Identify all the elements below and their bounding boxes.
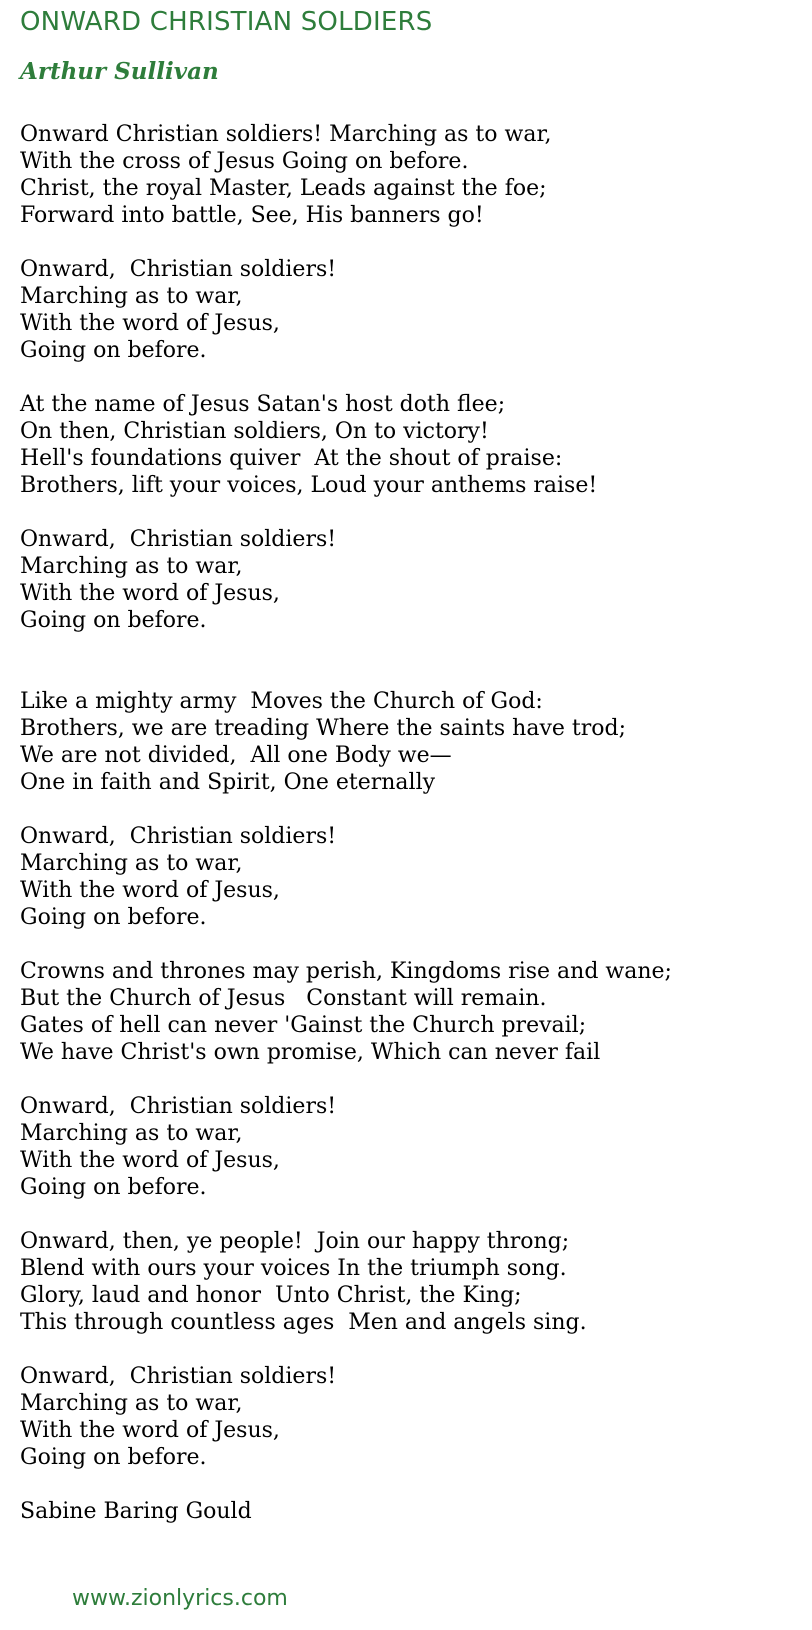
- lyric-line: Blend with ours your voices In the triumph song.: [20, 1256, 567, 1281]
- chorus: [20, 526, 800, 634]
- verse-3: [20, 688, 800, 796]
- lyric-line: Onward, then, ye people! Join our happy throng;: [20, 1229, 570, 1254]
- chorus: [20, 1093, 800, 1201]
- lyric-line: Brothers, we are treading Where the saints have trod;: [20, 716, 627, 741]
- lyric-line: With the word of Jesus,: [20, 1418, 280, 1443]
- lyricist-credit: Sabine Baring Gould: [20, 1499, 252, 1524]
- chorus: [20, 823, 800, 931]
- lyric-line: Marching as to war,: [20, 554, 243, 579]
- lyric-line: Going on before.: [20, 1175, 207, 1200]
- lyric-line: Marching as to war,: [20, 1391, 243, 1416]
- lyric-line: Onward, Christian soldiers!: [20, 824, 337, 849]
- lyric-line: Going on before.: [20, 608, 207, 633]
- lyric-line: Christ, the royal Master, Leads against the foe;: [20, 176, 547, 201]
- lyric-line: Crowns and thrones may perish, Kingdoms rise and wane;: [20, 959, 672, 984]
- lyric-line: Like a mighty army Moves the Church of God:: [20, 689, 543, 714]
- composer-name: Arthur Sullivan: [20, 58, 219, 85]
- lyric-line: Onward, Christian soldiers!: [20, 1094, 337, 1119]
- verse-4: [20, 958, 800, 1066]
- lyric-line: Brothers, lift your voices, Loud your anthems raise!: [20, 473, 598, 498]
- lyric-line: We are not divided, All one Body we—: [20, 743, 452, 768]
- lyric-line: Onward, Christian soldiers!: [20, 527, 337, 552]
- lyric-line: Hell's foundations quiver At the shout of praise:: [20, 446, 563, 471]
- lyric-line: Forward into battle, See, His banners go!: [20, 203, 484, 228]
- lyric-line: At the name of Jesus Satan's host doth flee;: [20, 392, 506, 417]
- lyric-line: Going on before.: [20, 1445, 207, 1470]
- lyric-line: With the word of Jesus,: [20, 878, 280, 903]
- lyric-line: Onward Christian soldiers! Marching as to war,: [20, 122, 552, 147]
- lyric-line: Gates of hell can never 'Gainst the Church prevail;: [20, 1013, 587, 1038]
- song-title: ONWARD CHRISTIAN SOLDIERS: [20, 7, 433, 37]
- lyric-line: Marching as to war,: [20, 1121, 243, 1146]
- lyric-line: Going on before.: [20, 905, 207, 930]
- lyric-line: We have Christ's own promise, Which can never fail: [20, 1040, 601, 1065]
- lyric-line: With the cross of Jesus Going on before.: [20, 149, 469, 174]
- lyric-line: With the word of Jesus,: [20, 581, 280, 606]
- lyric-line: Marching as to war,: [20, 851, 243, 876]
- verse-1: [20, 121, 800, 229]
- verse-5: [20, 1228, 800, 1336]
- lyric-line: Going on before.: [20, 338, 207, 363]
- website-link[interactable]: www.zionlyrics.com: [72, 1586, 288, 1611]
- lyric-line: Onward, Christian soldiers!: [20, 1364, 337, 1389]
- chorus: [20, 1363, 800, 1471]
- lyric-line: On then, Christian soldiers, On to victory!: [20, 419, 489, 444]
- lyric-line: One in faith and Spirit, One eternally: [20, 770, 436, 795]
- lyric-line: Onward, Christian soldiers!: [20, 257, 337, 282]
- verse-2: [20, 391, 800, 499]
- lyric-line: With the word of Jesus,: [20, 1148, 280, 1173]
- lyric-line: Marching as to war,: [20, 284, 243, 309]
- lyric-line: But the Church of Jesus Constant will remain.: [20, 986, 547, 1011]
- lyrics-body: [20, 121, 800, 1525]
- lyric-line: With the word of Jesus,: [20, 311, 280, 336]
- chorus: [20, 256, 800, 364]
- lyric-line: This through countless ages Men and angels sing.: [20, 1310, 587, 1335]
- lyric-line: Glory, laud and honor Unto Christ, the King;: [20, 1283, 522, 1308]
